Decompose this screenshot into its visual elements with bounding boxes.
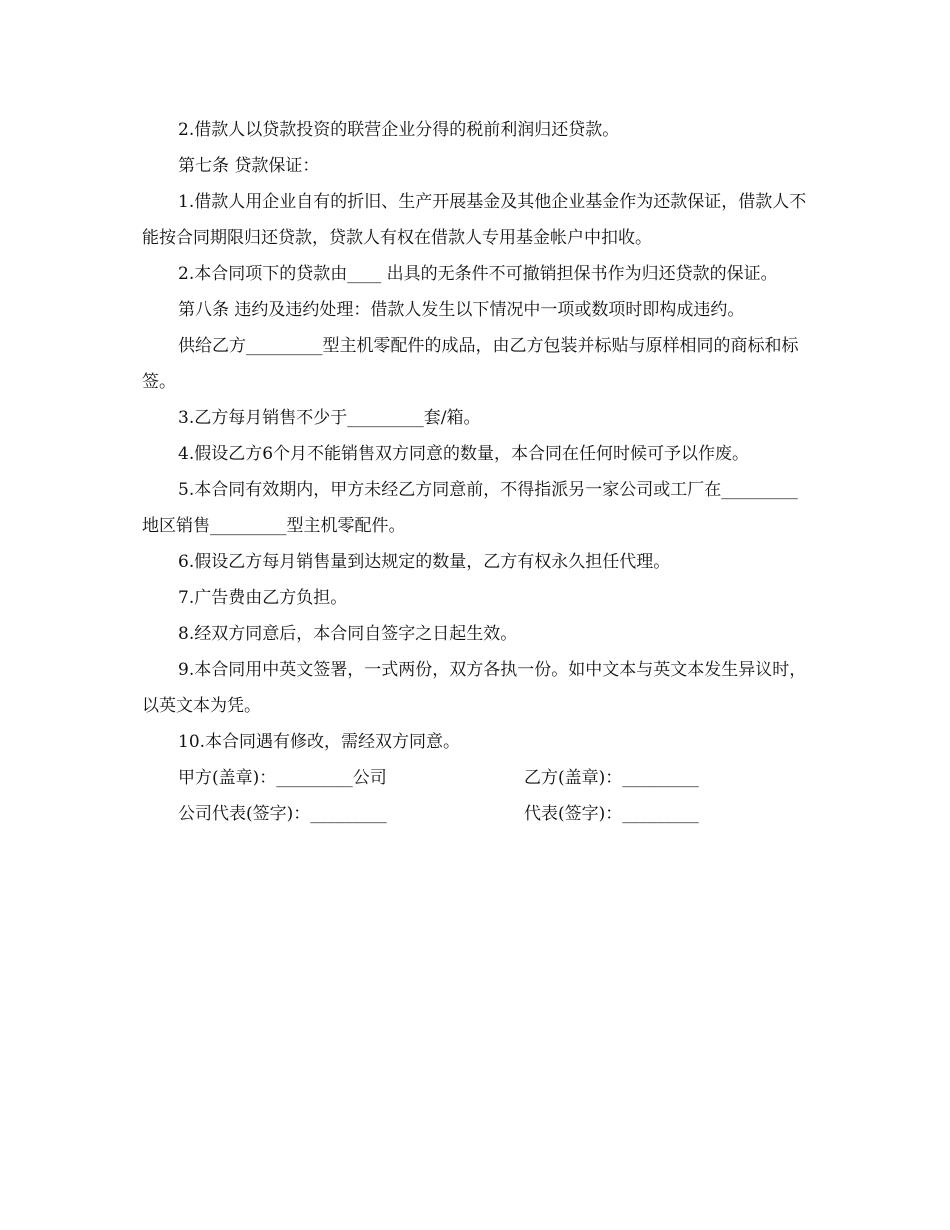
paragraph-guarantee-letter: 2.本合同项下的贷款由____ 出具的无条件不可撤销担保书作为归还贷款的保证。: [178, 264, 778, 284]
signature-row-seal: [142, 760, 814, 796]
party-b-seal: 乙方(盖章)：_________: [524, 768, 699, 788]
party-a-seal: 甲方(盖章)：_________公司: [178, 768, 387, 788]
paragraph-advertising: 7.广告费由乙方负担。: [178, 588, 348, 608]
heading-article-7: 第七条 贷款保证：: [178, 156, 320, 176]
party-a-representative: 公司代表(签字)：_________: [178, 804, 387, 824]
paragraph-repayment-profit: 2.借款人以贷款投资的联营企业分得的税前利润归还贷款。: [178, 120, 620, 140]
signature-row-representative: [142, 796, 814, 832]
heading-article-8: 第八条 违约及违约处理：借款人发生以下情况中一项或数项时即构成违约。: [178, 300, 745, 320]
document-body: [142, 112, 814, 832]
paragraph-monthly-sales: 3.乙方每月销售不少于_________套/箱。: [178, 408, 481, 428]
paragraph-languages: 9.本合同用中英文签署，一式两份，双方各执一份。如中文本与英文本发生异议时，以英文本为凭。: [142, 660, 807, 716]
party-b-representative: 代表(签字)：_________: [524, 804, 699, 824]
paragraph-guarantee-fund: 1.借款人用企业自有的折旧、生产开展基金及其他企业基金作为还款保证，借款人不能按合同期限归还贷款，贷款人有权在借款人专用基金帐户中扣收。: [142, 192, 807, 248]
paragraph-effective: 8.经双方同意后，本合同自签字之日起生效。: [178, 624, 518, 644]
paragraph-supply-parts: 供给乙方_________型主机零配件的成品，由乙方包装并标贴与原样相同的商标和标签。: [142, 336, 799, 392]
paragraph-exclusivity: 5.本合同有效期内，甲方未经乙方同意前，不得指派另一家公司或工厂在_________地区销售_________型主机零配件。: [142, 480, 798, 536]
paragraph-cancellation: 4.假设乙方6个月不能销售双方同意的数量，本合同在任何时候可予以作废。: [178, 444, 750, 464]
paragraph-permanent-agent: 6.假设乙方每月销售量到达规定的数量，乙方有权永久担任代理。: [178, 552, 671, 572]
paragraph-amendments: 10.本合同遇有修改，需经双方同意。: [178, 732, 461, 752]
